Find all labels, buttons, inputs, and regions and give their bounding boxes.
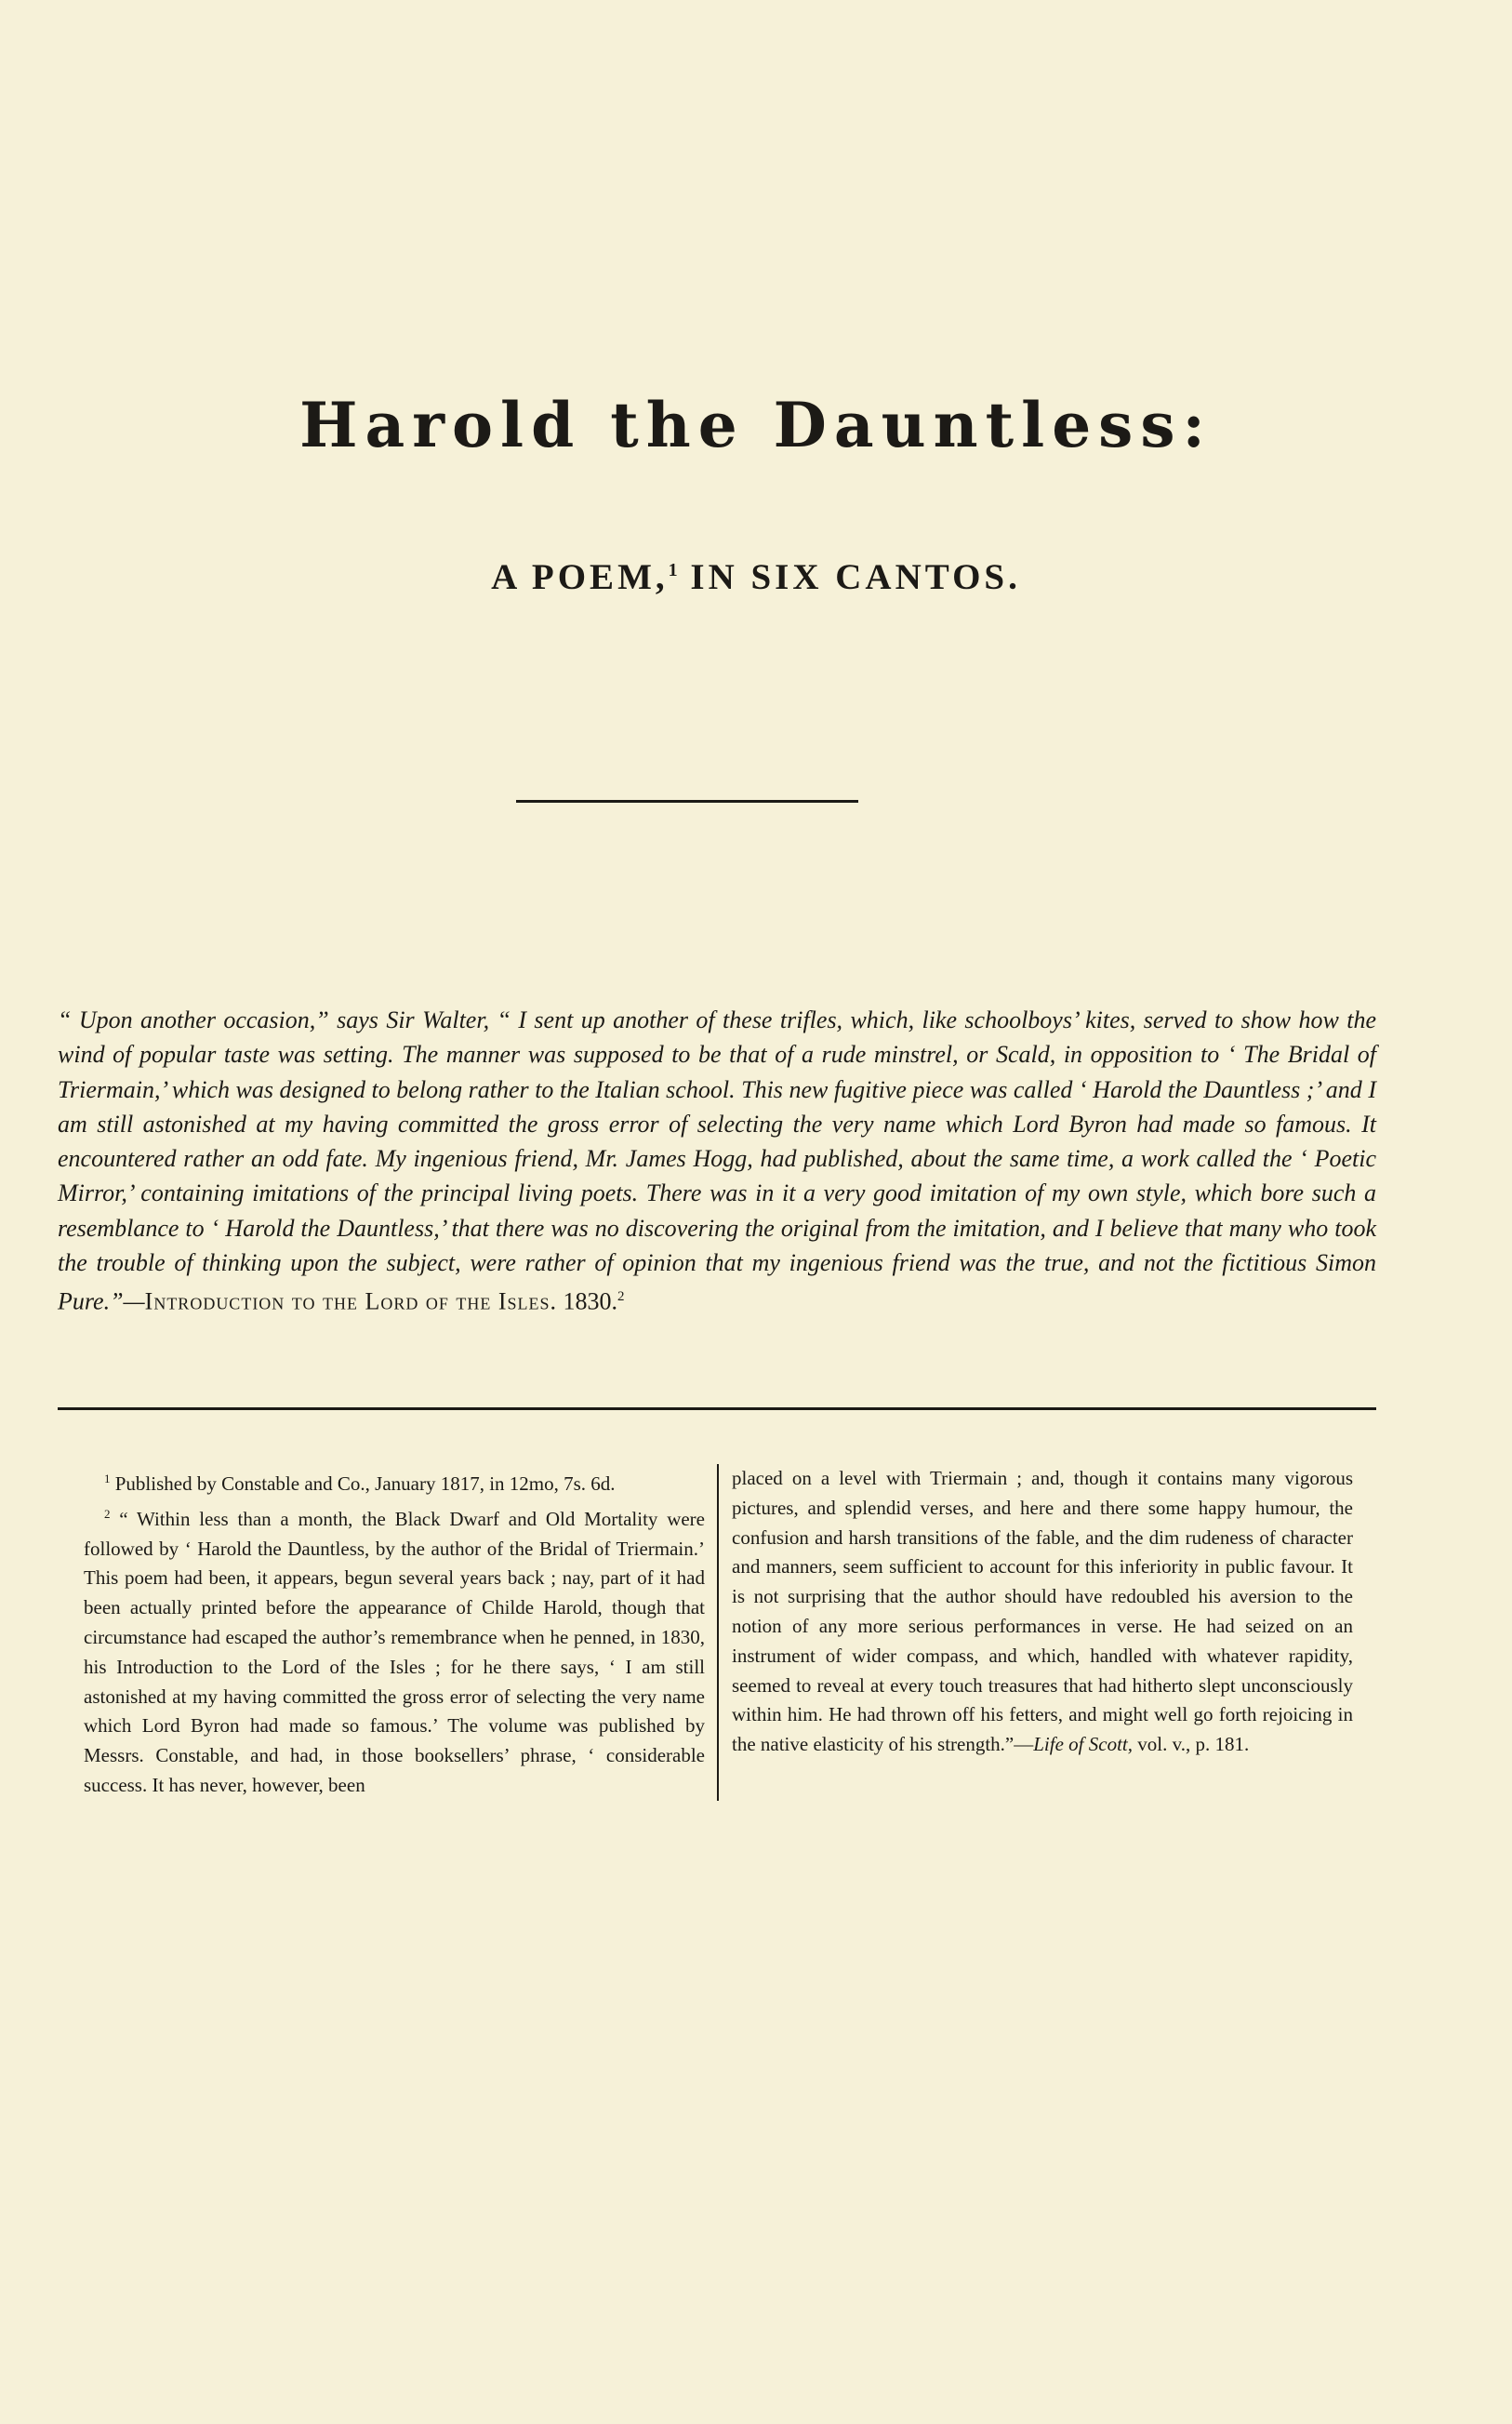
footnote-2-citation-rest: vol. v., p. 181. (1133, 1733, 1250, 1756)
footnote-2-continued-text: placed on a level with Triermain ; and, though it contains many vigorous pictures, and splendid verses, and here and there some happy humour, the confusion and harsh transitions of the fable, and the dim rudeness of character and manners, seem sufficient to account for this inferiority in public favour. It is not surprising that the author should have redoubled his aversion to the notion of any more serious performances in verse. He had seized on an instrument of wider compass, and which, handled with whatever rapidity, seemed to reveal at every touch treasures that had hitherto slept unconsciously within him. He had thrown off his fetters, and might well go forth rejoicing in the native elasticity of his strength.”— (732, 1467, 1353, 1756)
footnote-2-continued (732, 1464, 1353, 1760)
subtitle-rest: IN SIX CANTOS. (677, 557, 1021, 597)
footnote-divider (58, 1407, 1376, 1410)
epigraph-quote: “ Upon another occasion,” says Sir Walter, “ I sent up another of these trifles, which, like schoolboys’ kites, served to show how the wind of popular taste was setting. The manner was supposed to be that of a rude minstrel, or Scald, in opposition to ‘ The Bridal of Triermain,’ which was designed to belong rather to the Italian school. This new fugitive piece was called ‘ Harold the Dauntless ;’ and I am still astonished at my having committed the gross error of selecting the very name which Lord Byron had made so famous. It encountered rather an odd fate. My ingenious friend, Mr. James Hogg, had published, about the same time, a work called the ‘ Poetic Mirror,’ containing imitations of the principal living poets. There was in it a very good imitation of my own style, which bore such a resemblance to ‘ Harold the Dauntless,’ that there was no discovering the original from the imitation, and I believe that many who took the trouble of thinking upon the subject, were rather of opinion that my ingenious friend was the true, and not the fictitious Simon Pure.”— (58, 1006, 1376, 1316)
footnotes-right-column (719, 1464, 1353, 1801)
subtitle-footnote-marker: 1 (668, 560, 678, 580)
footnote-1-marker: 1 (104, 1472, 111, 1485)
title-divider (516, 800, 858, 803)
epigraph-source: Introduction to the Lord of the Isles. (144, 1288, 558, 1316)
subtitle-text: A POEM, (491, 557, 669, 597)
page-title: Harold the Dauntless: (299, 389, 1213, 461)
epigraph-year: 1830. (557, 1288, 618, 1316)
epigraph (58, 1003, 1376, 1319)
footnote-2-text: “ Within less than a month, the Black Dwarf and Old Mortality were followed by ‘ Harold the Dauntless, by the author of the Bridal of Triermain.’ This poem had been, it appears, begun several years back ; nay, part of it had been actually printed before the appearance of Childe Harold, though that circumstance had escaped the author’s remembrance when he penned, in 1830, his Introduction to the Lord of the Isles ; for he there says, ‘ I am still astonished at my having committed the gross error of selecting the very name which Lord Byron had made so famous.’ The volume was published by Messrs. Constable, and had, in those booksellers’ phrase, ‘ considerable success. It has never, however, been (84, 1507, 705, 1796)
subtitle (0, 556, 1512, 598)
footnote-1 (84, 1464, 705, 1499)
footnote-2 (84, 1499, 705, 1801)
footnotes (84, 1464, 1376, 1801)
footnote-2-citation: Life of Scott, (1033, 1733, 1133, 1756)
footnotes-left-column (84, 1464, 719, 1801)
footnote-2-marker: 2 (104, 1506, 111, 1521)
epigraph-footnote-marker: 2 (617, 1289, 625, 1305)
footnote-1-text: Published by Constable and Co., January 1817, in 12mo, 7s. 6d. (110, 1472, 616, 1495)
